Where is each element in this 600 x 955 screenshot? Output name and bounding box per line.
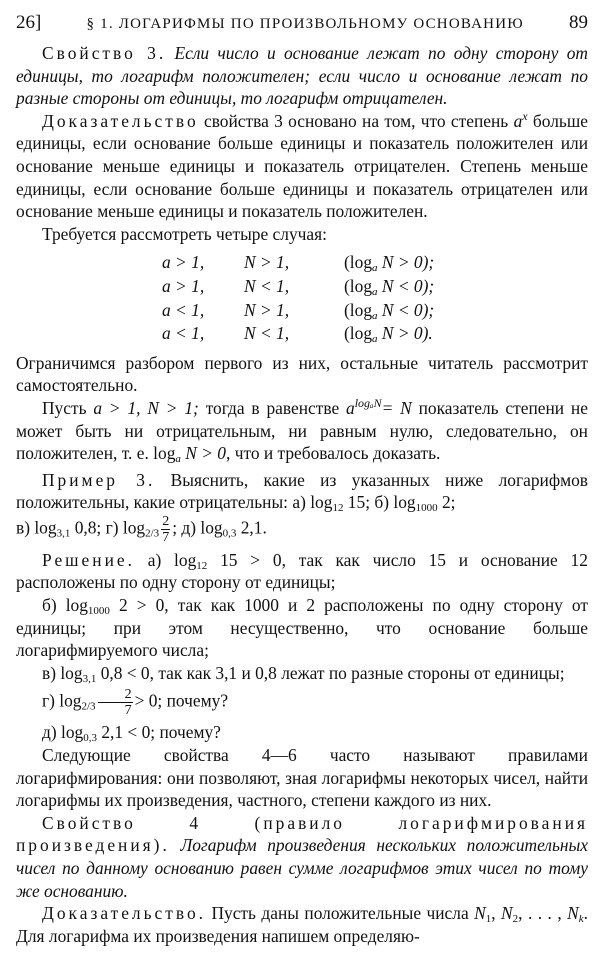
nk: N [567,903,579,924]
sol-g-den: 7 [124,703,132,719]
case-n: N < 1, [244,275,290,296]
solution-label: Решение. [42,549,135,570]
sol-c: в) log [42,662,83,683]
solution-c [16,662,588,685]
proof-4 [16,902,588,947]
page-number: 89 [569,12,588,33]
proof-4-label: Доказательство. [42,903,206,924]
ex-c-arg: 0,8; [74,517,102,538]
ex-d: д) log [181,517,223,538]
ex-g-num: 2 [162,513,170,529]
property-3 [16,42,588,110]
proof-3-label: Доказательство [42,110,199,131]
property-4 [16,812,588,902]
case-n: N > 1, [244,299,290,320]
case-1-t4: что и требовалось доказать. [234,443,441,464]
proof-3 [16,110,588,223]
sol-d: д) log [42,722,84,743]
case-log-base: a [372,262,378,275]
dots: , . . . , [518,903,562,924]
ex-g-base: 2/3 [145,527,160,540]
case-log-word: (log [344,299,373,320]
case-log [344,251,434,275]
ex-b: б) log [374,492,416,513]
running-title: § 1. ЛОГАРИФМЫ ПО ПРОИЗВОЛЬНОМУ ОСНОВАНИЮ [86,16,524,32]
case-row [162,275,434,299]
log-base: a [175,453,181,466]
case-log-word: (log [344,252,373,273]
ex-a: а) log [292,492,333,513]
sol-a-text: так как число 15 и основание 12 расположены по одну сторону от единицы; [16,549,588,593]
proof-4-t1: Пусть даны положительные числа [211,903,469,924]
cases-intro: Требуется рассмотреть четыре случая: [42,223,327,244]
n1: N [474,903,486,924]
case-1-proof [16,397,588,465]
sol-g-text: почему? [166,690,229,711]
sol-g-tail: > 0; [134,690,163,711]
proof-4-t2: . Для логарифма их произведения напишем определяю- [16,903,588,946]
property-3-statement: Если число и основание лежат по одну сторону от единицы, то логарифм положителен; если число и основание лежат по разные стороны от единицы, то логарифм отрицателен. [16,43,588,109]
case-row [162,251,434,275]
n1-sub: 1 [485,913,492,926]
sol-d-text: почему? [159,722,221,743]
case-log-word: (log [344,323,373,344]
sol-a-tail: 15 > 0, [220,549,286,570]
case-a: a > 1, [162,275,205,296]
section-number: 26] [16,12,42,33]
page-header [16,12,588,42]
case-1-t3: показатель степени не может быть ни отрицательным, ни равным нулю, следовательно, он положителен, т. е. [16,397,588,464]
nk-sub: k [578,913,584,926]
case-1-t1: Пусть [42,397,87,418]
case-n: N < 1, [244,323,290,344]
case-row [162,299,434,323]
case-log-tail: N < 0); [381,299,435,320]
eq-tail: = N [381,397,412,418]
case-n: N > 1, [244,252,290,273]
solution-a [16,549,588,594]
case-log-tail: N > 0); [381,252,435,273]
case-log-tail: N > 0). [381,323,433,344]
ex-g-tail: ; [172,517,178,538]
case-log-tail: N < 0); [381,275,435,296]
sol-d-base: 0,3 [83,732,97,745]
case-1-tail: N > 0, [185,443,231,464]
sol-c-base: 3,1 [82,672,97,685]
ex-g: г) log [105,517,146,538]
ex-b-arg: 2; [441,492,456,513]
sol-g-fraction [98,687,133,718]
solution-g [16,687,588,718]
sol-g-num: 2 [98,687,133,703]
proof-3-text-1: свойства 3 основано на том, что степень [203,110,509,131]
ex-c: в) log [16,517,57,538]
case-log-word: (log [344,275,373,296]
case-a: a < 1, [162,323,205,344]
sol-b-base: 1000 [87,605,110,618]
case-log [344,275,434,299]
property-4-statement: Логарифм произведения нескольких положительных чисел по данному основанию равен сумме логарифмов этих чисел по тому же основанию. [16,835,588,901]
sol-b-tail: 2 > 0, [118,595,169,616]
sol-c-text: так как 3,1 и 0,8 лежат по разные стороны от единицы; [158,662,565,683]
eq-base: a [346,397,355,418]
ex-d-base: 0,3 [222,527,237,540]
case-log-base: a [372,333,378,346]
n2: N [501,903,513,924]
n2-sub: 2 [512,913,519,926]
ex-g-fraction [161,514,170,545]
case-log-base: a [372,309,378,322]
case-1-cond: a > 1, N > 1; [93,397,199,418]
property-4-label: Свойство 4 (правило логарифмирования произведения). [16,812,588,856]
cases-table [162,251,434,345]
ex-d-arg: 2,1. [240,517,267,538]
example-3-cont [16,514,588,545]
case-1-t2: тогда в равенстве [205,397,340,418]
case-log [344,299,434,323]
log: log [153,443,176,464]
sol-g-base: 2/3 [81,700,96,713]
case-a: a > 1, [162,252,205,273]
ex-b-base: 1000 [415,502,438,515]
sep1: , [491,903,496,924]
eq-exponent: logₐN [354,395,382,410]
ex-g-den: 7 [162,529,170,545]
sol-g: г) log [42,690,82,711]
sol-d-tail: 2,1 < 0; [101,722,156,743]
sup-x: x [522,108,528,123]
limit-text: Ограничимся разбором первого из них, остальные читатель рассмотрит самостоятельно. [16,352,588,396]
sol-b: б) log [42,595,88,616]
case-row [162,322,434,346]
solution-d [16,721,588,744]
property-3-label: Свойство 3. [42,43,167,63]
sol-a: а) log [147,549,197,570]
sol-a-base: 12 [196,559,208,572]
example-3-text: Выяснить, какие из указанных ниже логарифмов положительны, какие отрицательны: [16,469,588,513]
sol-c-tail: 0,8 < 0, [100,662,154,683]
example-3-label: Пример 3. [42,469,156,490]
solution-b [16,594,588,662]
example-3 [16,469,588,514]
ex-a-base: 12 [332,502,344,515]
rules-text: Следующие свойства 4—6 часто называют правилами логарифмирования: они позволяют, зная логарифмы некоторых чисел, найти логарифмы их произведения, частного, степени каждого из них. [16,745,588,811]
ex-a-arg: 15; [347,492,371,513]
var-a: a [513,110,523,131]
proof-3-text-2: больше единицы, если основание больше единицы и показатель положителен или основание меньше единицы и показатель отрицателен. Степень меньше единицы, если основание больше единицы и показатель отрицателен или основание меньше единицы и показатель положителен. [16,110,588,222]
ex-c-base: 3,1 [56,527,71,540]
case-log [344,322,434,346]
sol-b-text: так как 1000 и 2 расположены по одну сторону от единицы; при этом несущественно, что основание больше логарифмируемого числа; [16,595,588,661]
case-a: a < 1, [162,299,205,320]
case-log-base: a [372,285,378,298]
